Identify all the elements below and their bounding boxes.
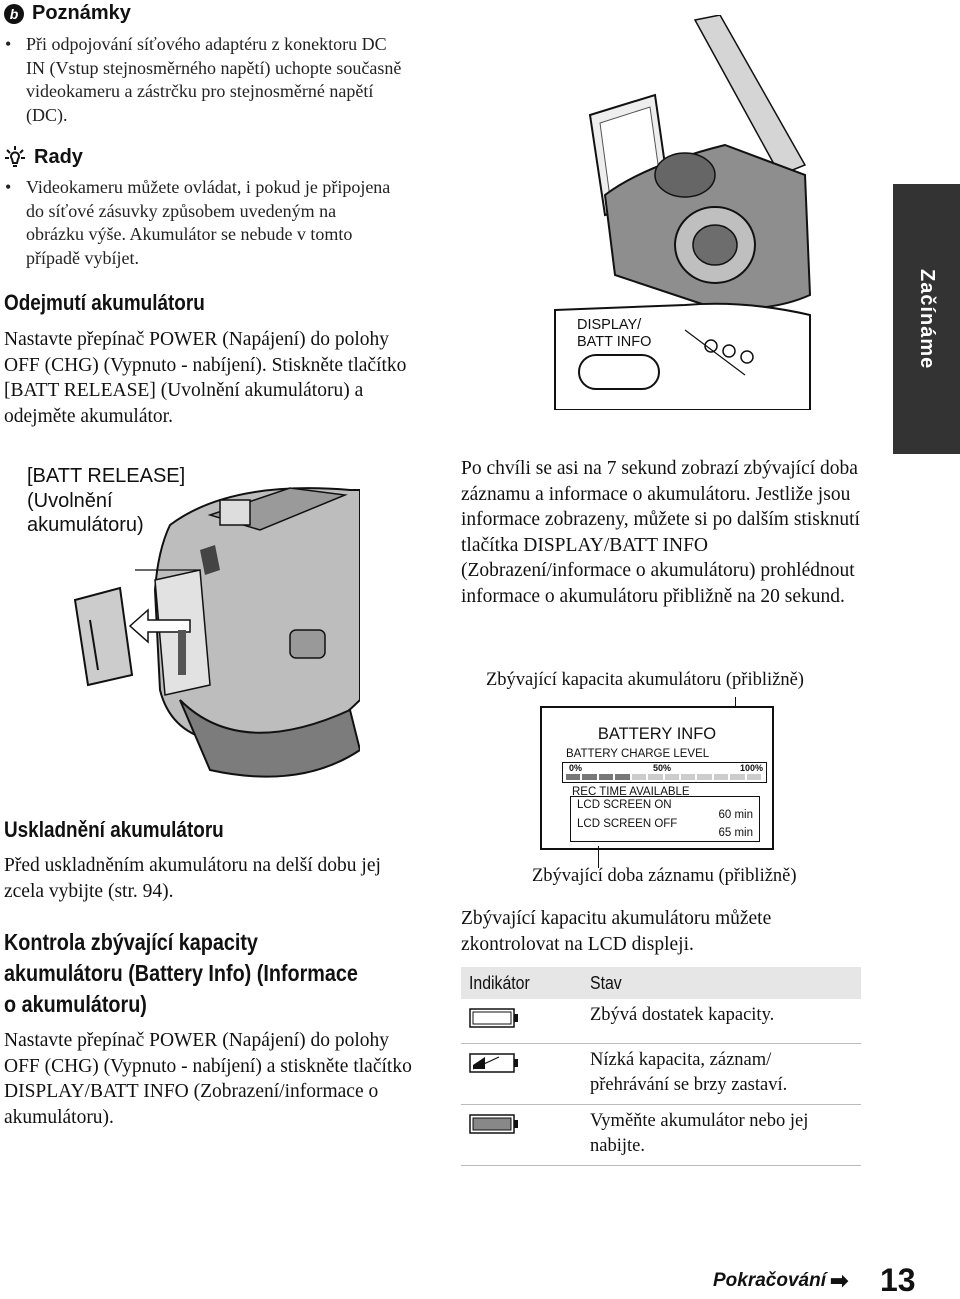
charge-segment xyxy=(632,774,646,780)
batt-release-label: [BATT RELEASE] (Uvolnění akumulátoru) xyxy=(27,465,186,536)
notes-item: • Při odpojování síťového adaptéru z konektoru DC IN (Vstup stejnosměrného napětí) uchopte současně videokameru a zástrčku pro stejnosměrné napětí (DC). xyxy=(4,33,404,127)
remove-text: Nastavte přepínač POWER (Napájení) do polohy OFF (CHG) (Vypnuto - nabíjení). Stiskněte tlačítko [BATT RELEASE] (Uvolnění akumulátoru) a odejměte akumulátor. xyxy=(4,329,407,427)
lcd-off-label: LCD SCREEN OFF xyxy=(577,818,678,830)
arrow-right-icon: ➡ xyxy=(830,1268,849,1293)
charge-segment xyxy=(599,774,613,780)
battery-removal-illustration xyxy=(60,470,360,790)
tips-heading: Rady xyxy=(4,145,83,169)
table-header-indicator: Indikátor xyxy=(461,967,582,999)
charge-segment xyxy=(747,774,761,780)
notes-icon: b xyxy=(4,4,24,24)
battery-full-icon xyxy=(469,1007,519,1029)
lcd-on-value: 60 min xyxy=(718,809,753,821)
charge-segment xyxy=(582,774,596,780)
lightbulb-icon xyxy=(4,145,26,169)
charge-segment xyxy=(648,774,662,780)
table-row xyxy=(461,999,861,1044)
table-cell-state: Nízká kapacita, záznam/ přehrávání se brzy zastaví. xyxy=(582,1044,861,1105)
table-cell-state: Zbývá dostatek kapacity. xyxy=(582,999,861,1044)
charge-segments xyxy=(566,774,761,780)
charge-segment xyxy=(730,774,744,780)
notes-heading: b Poznámky xyxy=(4,2,131,25)
check-heading: Kontrola zbývající kapacity akumulátoru (Battery Info) (Informace o akumulátoru) xyxy=(4,929,358,1017)
charge-segment xyxy=(714,774,728,780)
table-cell-state: Vyměňte akumulátor nebo jej nabijte. xyxy=(582,1105,861,1166)
notes-list xyxy=(4,33,404,127)
tips-item: • Videokameru můžete ovládat, i pokud je připojena do síťové zásuvky způsobem uvedeným na obrázku výše. Akumulátor se nebude v tomto případě vybíjet. xyxy=(4,176,394,270)
rec-time-box xyxy=(570,796,760,842)
display-button-label: DISPLAY/ BATT INFO xyxy=(577,317,652,350)
page-number: 13 xyxy=(880,1262,916,1298)
rec-time-label: REC TIME AVAILABLE xyxy=(572,786,690,798)
rec-pointer-line xyxy=(598,846,599,868)
tips-list xyxy=(4,176,394,270)
lcd-text: Zbývající kapacitu akumulátoru můžete zkontrolovat na LCD displeji. xyxy=(461,908,772,955)
check-text: Nastavte přepínač POWER (Napájení) do polohy OFF (CHG) (Vypnuto - nabíjení) a stiskněte tlačítko DISPLAY/BATT INFO (Zobrazení/informace o akumulátoru). xyxy=(4,1030,412,1128)
display-batt-info-button[interactable] xyxy=(578,354,660,390)
charge-segment xyxy=(697,774,711,780)
charge-level-bar: 0% 50% 100% xyxy=(562,762,767,783)
capacity-caption: Zbývající kapacita akumulátoru (přibližně) xyxy=(486,670,804,690)
storage-text: Před uskladněním akumulátoru na delší dobu jej zcela vybijte (str. 94). xyxy=(4,855,381,902)
continue-link[interactable]: Pokračování ➡ xyxy=(713,1268,849,1293)
charge-level-label: BATTERY CHARGE LEVEL xyxy=(566,748,710,760)
right-text: Po chvíli se asi na 7 sekund zobrazí zbývající doba záznamu a informace o akumulátoru. Jestliže jsou informace zobrazeny, můžete si po dalším stisknutí tlačítka DISPLAY/BATT INFO (Zobrazení/informace o akumulátoru) prohlédnout informace o akumulátoru přibližně na 20 sekund. xyxy=(461,458,860,607)
section-tab: Začínáme xyxy=(893,184,960,454)
charge-segment xyxy=(615,774,629,780)
battery-empty-icon xyxy=(469,1113,519,1135)
table-row xyxy=(461,1105,861,1166)
battery-info-title: BATTERY INFO xyxy=(597,725,717,743)
charge-segment xyxy=(566,774,580,780)
indicator-table xyxy=(461,967,861,1166)
storage-heading: Uskladnění akumulátoru xyxy=(4,817,224,842)
lcd-on-label: LCD SCREEN ON xyxy=(577,799,672,811)
lcd-off-value: 65 min xyxy=(718,827,753,839)
charge-segment xyxy=(665,774,679,780)
charge-segment xyxy=(681,774,695,780)
battery-low-icon xyxy=(469,1052,519,1074)
table-header-state: Stav xyxy=(582,967,861,999)
rec-caption: Zbývající doba záznamu (přibližně) xyxy=(532,866,797,886)
remove-heading: Odejmutí akumulátoru xyxy=(4,290,205,315)
table-row xyxy=(461,1044,861,1105)
battery-info-screen xyxy=(540,706,774,850)
table-header-row xyxy=(461,967,861,999)
